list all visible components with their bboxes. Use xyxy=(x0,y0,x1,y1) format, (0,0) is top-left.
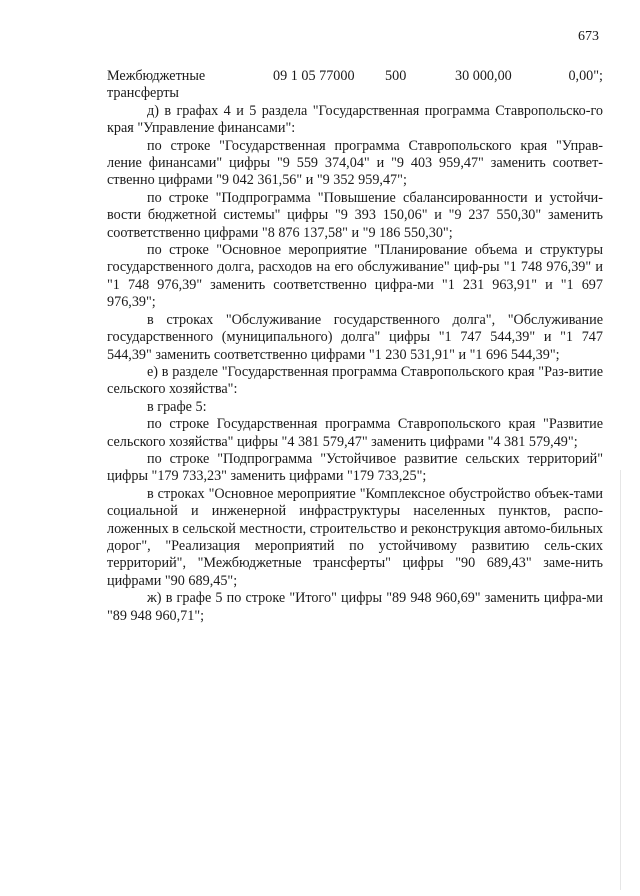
paragraph-debt-service: в строках "Обслуживание государственного долга", "Обслуживание государственного (муниципального) долга" цифры "1 747 544,39" и "1 747 544,39" заменить соответственно цифрами "1 230 531,91" и "1 696 544,39"; xyxy=(107,311,603,363)
scan-artifact-line xyxy=(620,470,621,890)
paragraph-subprogram-balance: по строке "Подпрограмма "Повышение сбалансированности и устойчи-вости бюджетной системы" цифры "9 393 150,06" и "9 237 550,30" заменить соответственно цифрами "8 876 137,58" и "9 186 550,30"; xyxy=(107,189,603,241)
row-amount-2: 0,00"; xyxy=(568,68,603,84)
row-code: 09 1 05 77000 xyxy=(273,68,355,84)
paragraph-column-5: в графе 5: xyxy=(147,398,207,415)
paragraph-rural-subprogram: по строке "Подпрограмма "Устойчивое развитие сельских территорий" цифры "179 733,23" заменить цифрами "179 733,25"; xyxy=(107,450,603,485)
paragraph-program-finance: по строке "Государственная программа Ставропольского края "Управ-ление финансами" цифры "9 559 374,04" и "9 403 959,47" заменить соответ-ственно цифрами "9 042 361,56" и "9 352 959,47"; xyxy=(107,137,603,189)
row-name-continuation: трансферты xyxy=(107,85,179,102)
budget-table-row xyxy=(107,68,603,85)
page-number: 673 xyxy=(578,29,599,44)
paragraph-e: е) в разделе "Государственная программа Ставропольского края "Раз-витие сельского хозяйства": xyxy=(107,363,603,398)
paragraph-agriculture-program: по строке Государственная программа Ставропольского края "Развитие сельского хозяйства" цифры "4 381 579,47" заменить цифрами "4 381 579,49"; xyxy=(107,416,603,450)
paragraph-zh-total: ж) в графе 5 по строке "Итого" цифры "89 948 960,69" заменить цифра-ми "89 948 960,71"; xyxy=(107,590,603,624)
paragraph-infrastructure: в строках "Основное мероприятие "Комплексное обустройство объек-тами социальной и инженерной инфраструктуры населенных пунктов, распо-ложенных в сельской местности, строительство и реконструкция автомо-бильных дорог", "Реализация мероприятий по устойчивому развитию сель-ских территорий", "Межбюджетные трансферты" цифры "90 689,43" заме-нить цифрами "90 689,45"; xyxy=(107,485,604,589)
paragraph-d: д) в графах 4 и 5 раздела "Государственная программа Ставропольско-го края "Управление финансами": xyxy=(107,102,603,137)
row-name: Межбюджетные xyxy=(107,68,206,84)
paragraph-debt-planning: по строке "Основное мероприятие "Планирование объема и структуры государственного долга, расходов на его обслуживание" циф-ры "1 748 976,39" и "1 748 976,39" заменить соответственно цифра-ми "1 231 963,91" и "1 697 976,39"; xyxy=(107,242,603,311)
row-amount-1: 30 000,00 xyxy=(455,68,512,84)
row-type: 500 xyxy=(385,68,407,84)
document-body xyxy=(107,68,603,625)
